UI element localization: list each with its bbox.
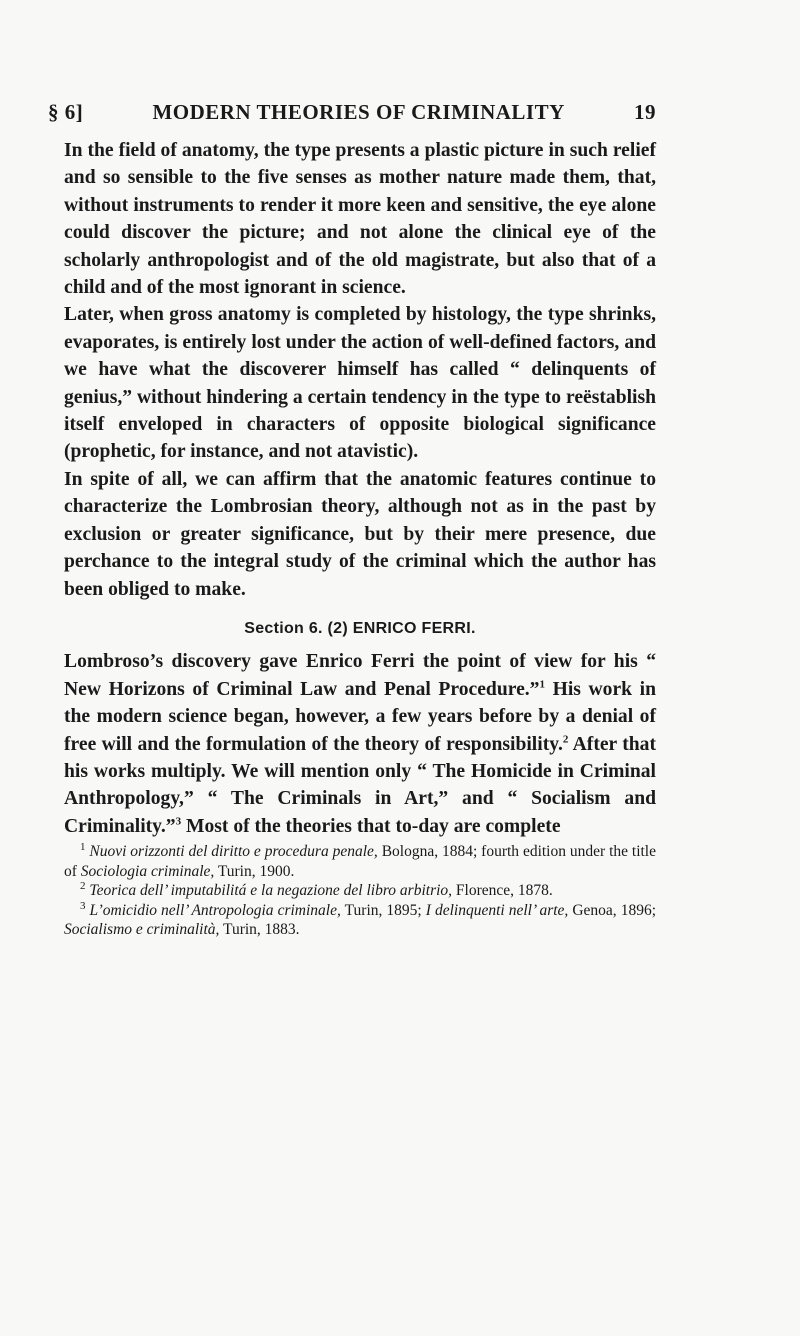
footnote	[64, 901, 656, 940]
work-title: I delinquenti nell’ arte,	[425, 901, 569, 919]
paragraph: In spite of all, we can affirm that the anatomic features continue to characterize the Lombrosian theory, although not as in the past by exclusion or greater significance, but by their mere presence, due perchance to the integral study of the criminal which the author has been obliged to make.	[64, 468, 656, 600]
section-heading: Section 6. (2) ENRICO FERRI.	[244, 619, 476, 637]
work-title: Teorica dell’ imputabilitá e la negazione del libro arbitrio,	[89, 882, 453, 900]
text-run: Turin, 1900.	[214, 862, 295, 880]
footnote	[64, 842, 656, 881]
work-title: Sociologia criminale,	[80, 862, 215, 880]
footnote-ref: 1	[539, 678, 545, 691]
work-title: Socialismo e criminalità,	[64, 921, 220, 939]
footnote	[64, 881, 656, 901]
footnote-ref: 2	[562, 733, 569, 745]
paragraph: In the field of anatomy, the type presents a plastic picture in such relief and so sensible to the five senses as mother nature made them, that, without instruments to render it more keen and sensitive, the eye alone could discover the picture; and not alone the clinical eye of the scholarly anthropologist and of the old magistrate, but also that of a child and of the most ignorant in science.	[64, 140, 656, 299]
text-run: Florence, 1878.	[452, 882, 553, 900]
work-title: Nuovi orizzonti del diritto e procedura penale,	[89, 843, 378, 861]
section-mark: § 6]	[48, 100, 84, 124]
text-run: Genoa, 1896;	[568, 901, 656, 919]
text-run: Turin, 1883.	[219, 921, 300, 939]
work-title: L’omicidio nell’ Antropologia criminale,	[89, 901, 341, 919]
page-number: 19	[634, 100, 656, 124]
text-run: After that his works multiply. We will mention only “ The Homicide in Criminal Anthropology,” “ The Criminals in Art,” and “ Socialism and Criminality.”	[64, 733, 656, 837]
section-paragraph	[64, 648, 656, 840]
footnote-mark: 3	[80, 899, 86, 912]
text-run: Lombroso’s discovery gave Enrico Ferri the point of view for his “ New Horizons of Criminal Law and Penal Procedure.”	[64, 651, 656, 700]
footnote-mark: 1	[80, 841, 86, 853]
text-run: Bologna, 1884; fourth edition under the title of	[64, 843, 656, 880]
text-run: Most of the theories that to-day are complete	[181, 815, 561, 837]
running-title: MODERN THEORIES OF CRIMINALITY	[152, 100, 565, 124]
footnote-mark: 2	[80, 880, 86, 892]
body-text	[64, 137, 656, 840]
paragraph: Later, when gross anatomy is completed by histology, the type shrinks, evaporates, is entirely lost under the action of well-defined factors, and we have what the discoverer himself has called “ delinquents of genius,” without hindering a certain tendency in the type to reëstablish itself enveloped in characters of opposite biological significance (prophetic, for instance, and not atavistic).	[64, 304, 656, 463]
text-run: His work in the modern science began, however, a few years before by a denial of free will and the formulation of the theory of responsibility.	[64, 678, 657, 755]
book-page	[48, 100, 657, 940]
footnotes	[64, 842, 656, 940]
footnote-ref: 3	[175, 815, 182, 828]
running-head	[48, 100, 656, 125]
text-run: Turin, 1895;	[340, 901, 426, 919]
